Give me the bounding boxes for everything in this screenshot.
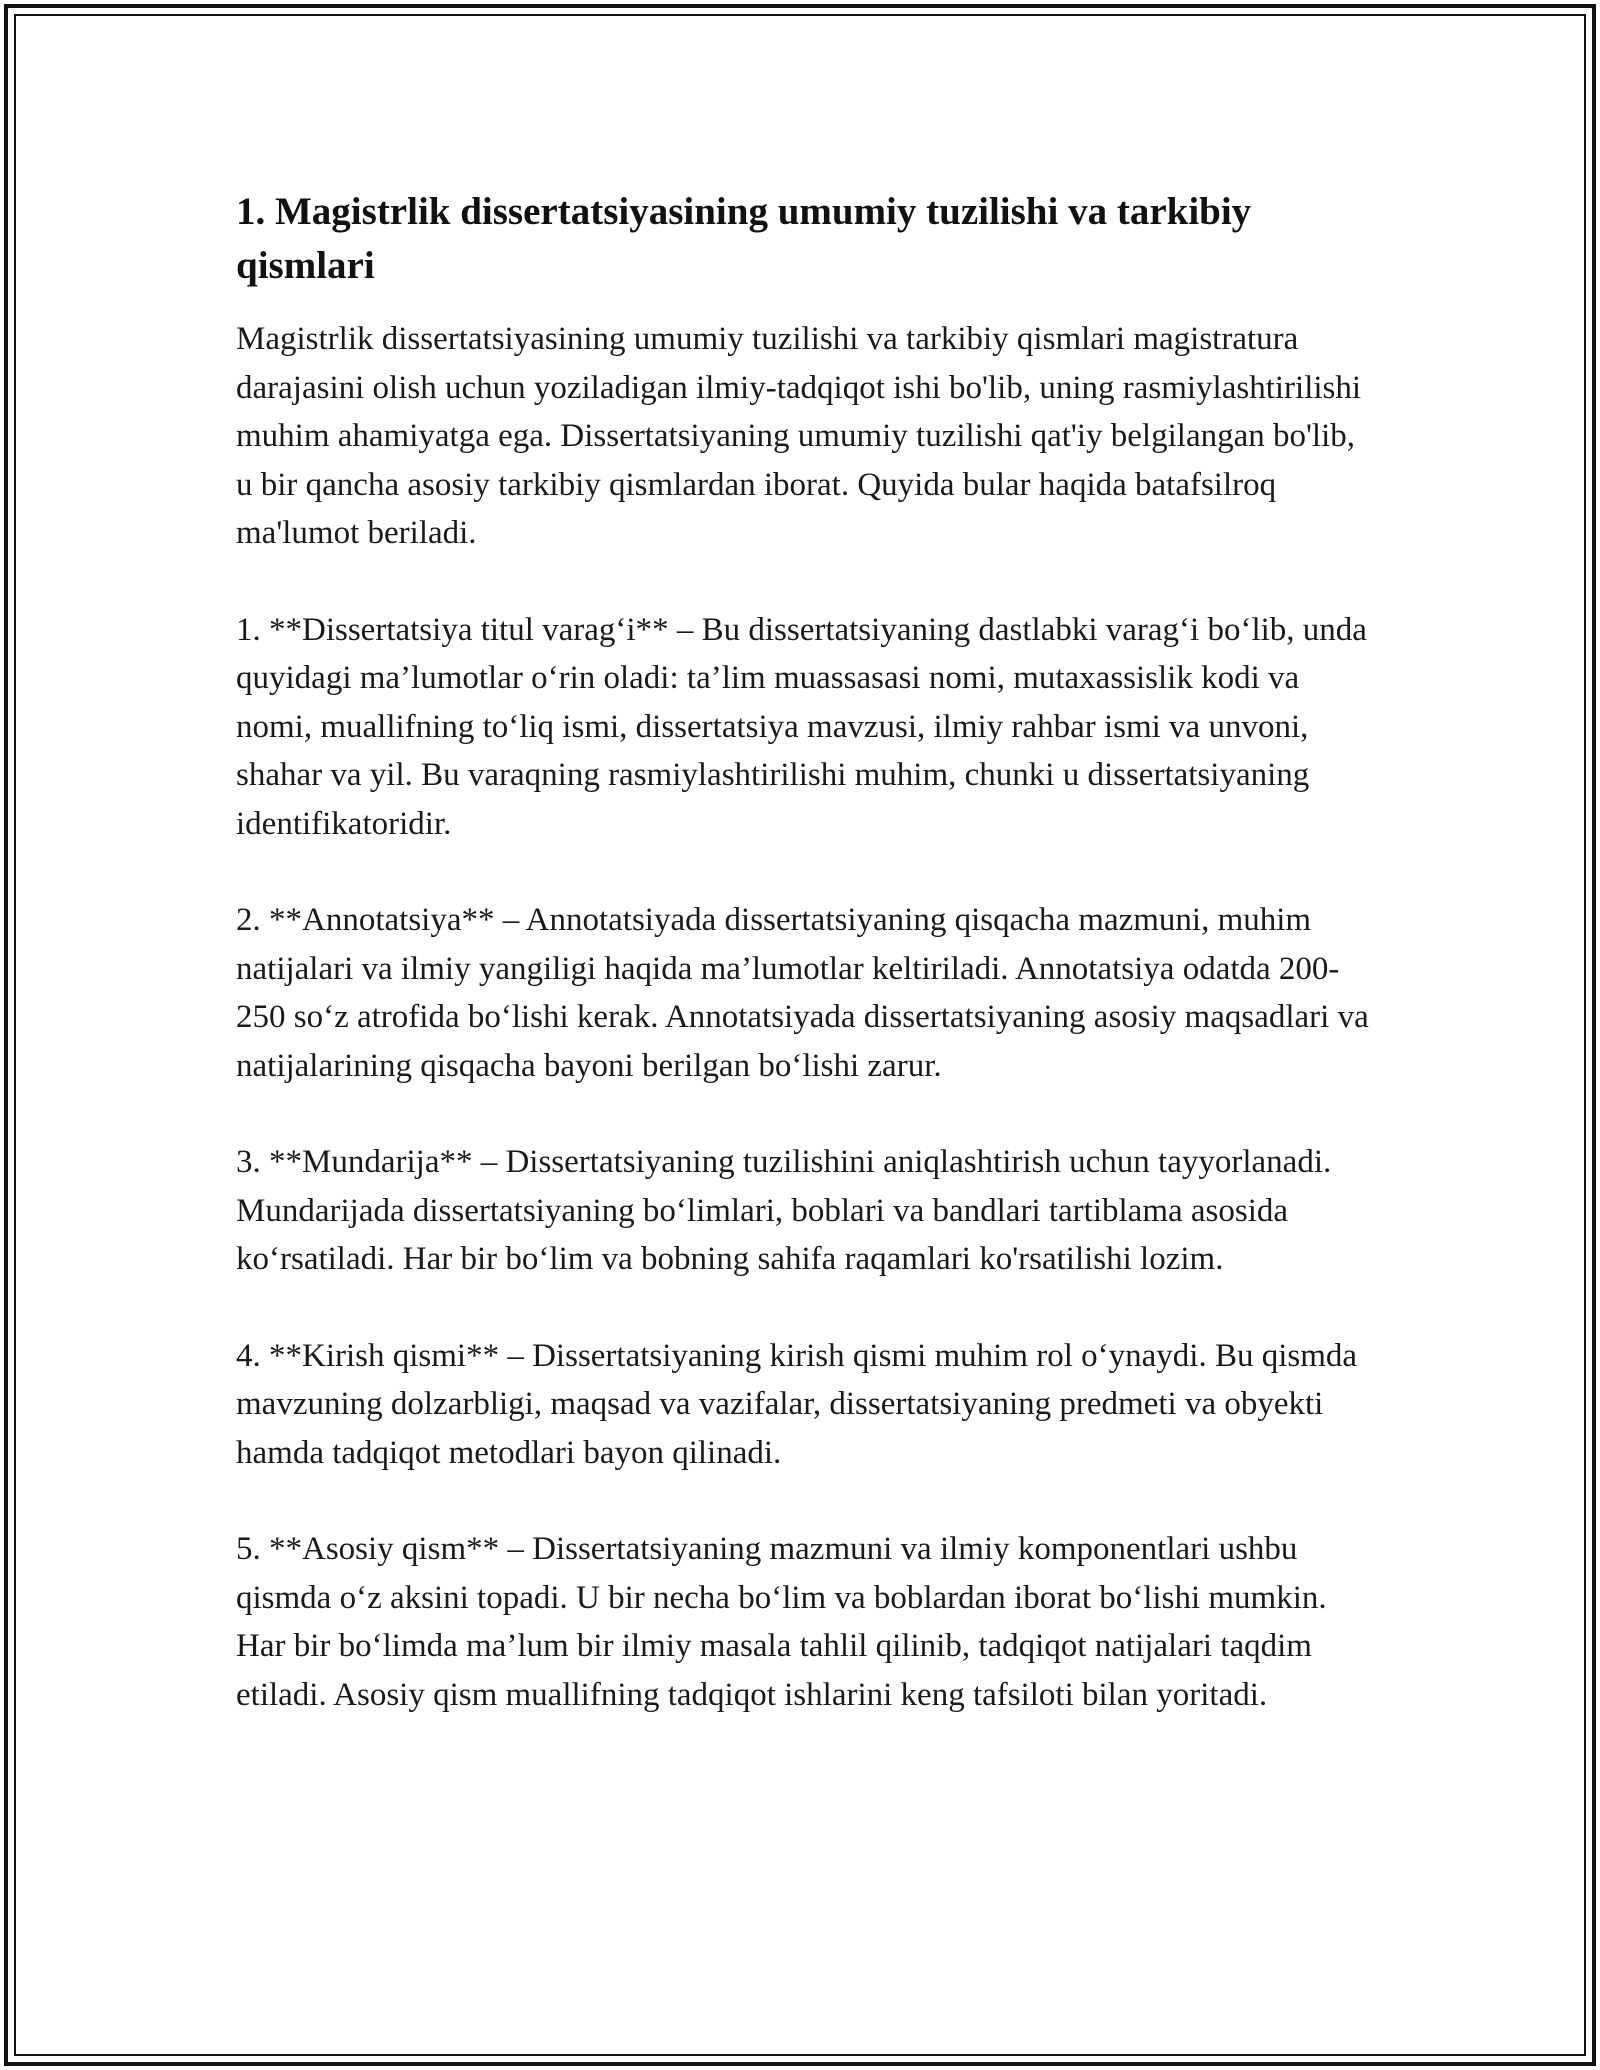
document-title: 1. Magistrlik dissertatsiyasining umumiy tuzilishi va tarkibiy qismlari [236, 190, 1252, 287]
paragraph-annotation: 2. **Annotatsiya** – Annotatsiyada dissertatsiyaning qisqacha mazmuni, muhim natijalari va ilmiy yangiligi haqida ma’lumotlar keltiriladi. Annotatsiya odatda 200-250 so‘z atrofida bo‘lishi kerak. Annotatsiyada dissertatsiyaning asosiy maqsadlari va natijalarining qisqacha bayoni berilgan bo‘lishi zarur. [236, 902, 1369, 1084]
paragraph-main-part: 5. **Asosiy qism** – Dissertatsiyaning mazmuni va ilmiy komponentlari ushbu qismda o‘z aksini topadi. U bir necha bo‘lim va boblardan iborat bo‘lishi mumkin. Har bir bo‘limda ma’lum bir ilmiy masala tahlil qilinib, tadqiqot natijalari taqdim etiladi. Asosiy qism muallifning tadqiqot ishlarini keng tafsiloti bilan yoritadi. [236, 1531, 1327, 1713]
paragraph-title-page: 1. **Dissertatsiya titul varag‘i** – Bu dissertatsiyaning dastlabki varag‘i bo‘lib, unda quyidagi ma’lumotlar o‘rin oladi: ta’lim muassasasi nomi, mutaxassislik kodi va nomi, muallifning to‘liq ismi, dissertatsiya mavzusi, ilmiy rahbar ismi va unvoni, shahar va yil. Bu varaqning rasmiylashtirilishi muhim, chunki u dissertatsiyaning identifikatoridir. [236, 611, 1367, 842]
paragraph-table-of-contents: 3. **Mundarija** – Dissertatsiyaning tuzilishini aniqlashtirish uchun tayyorlanadi. Mundarijada dissertatsiyaning bo‘limlari, boblari va bandlari tartiblama asosida ko‘rsatiladi. Har bir bo‘lim va bobning sahifa raqamlari ko'rsatilishi lozim. [236, 1144, 1332, 1277]
paragraph-introduction: 4. **Kirish qismi** – Dissertatsiyaning kirish qismi muhim rol o‘ynaydi. Bu qismda mavzuning dolzarbligi, maqsad va vazifalar, dissertatsiyaning predmeti va obyekti hamda tadqiqot metodlari bayon qilinadi. [236, 1337, 1358, 1471]
intro-paragraph: Magistrlik dissertatsiyasining umumiy tuzilishi va tarkibiy qismlari magistratura darajasini olish uchun yoziladigan ilmiy-tadqiqot ishi bo'lib, uning rasmiylashtirilishi muhim ahamiyatga ega. Dissertatsiyaning umumiy tuzilishi qat'iy belgilangan bo'lib, u bir qancha asosiy tarkibiy qismlardan iborat. Quyida bular haqida batafsilroq ma'lumot beriladi. [236, 321, 1362, 551]
document-body [236, 185, 1376, 1767]
